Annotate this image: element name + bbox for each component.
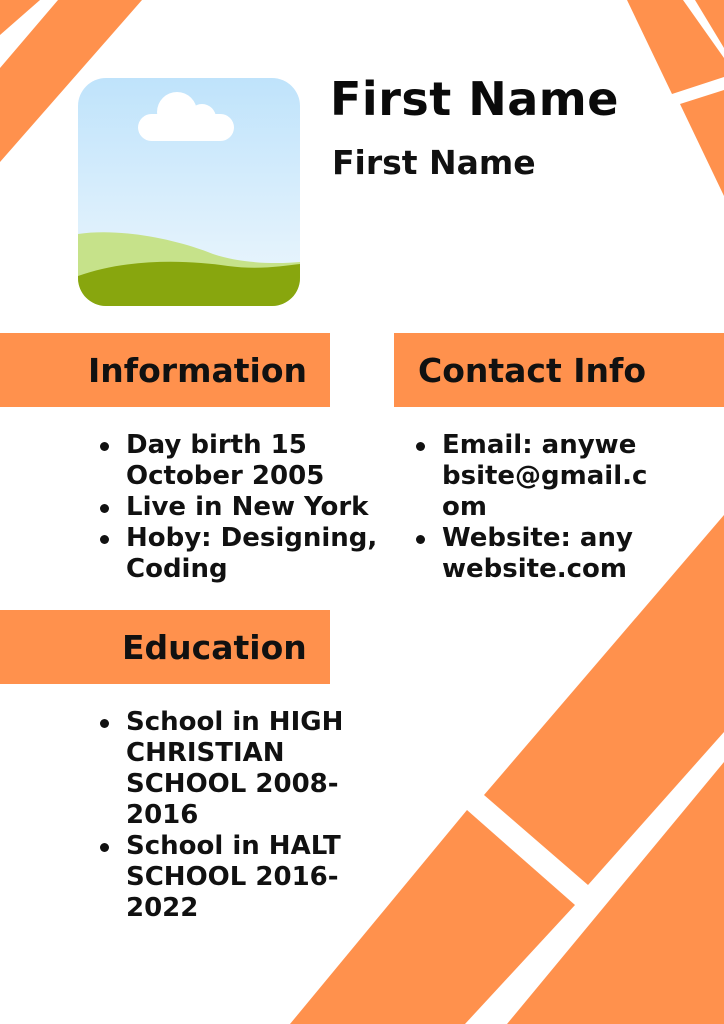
first-name-subheading: First Name <box>332 143 536 182</box>
list-item: School in HIGH CHRISTIAN SCHOOL 2008-2016 <box>98 707 358 831</box>
list-item: Hoby: Designing, Coding <box>98 523 383 585</box>
information-header <box>0 333 330 407</box>
education-title: Education <box>122 627 307 667</box>
list-item: School in HALT SCHOOL 2016-2022 <box>98 831 358 924</box>
contact-info-title: Contact Info <box>418 350 647 390</box>
profile-photo <box>78 78 300 306</box>
list-item: Email: anywebsite@gmail.com <box>414 430 652 523</box>
contact-info-list <box>414 430 652 585</box>
top-right-stripe <box>680 90 724 196</box>
education-header <box>0 610 330 684</box>
list-item: Live in New York <box>98 492 383 523</box>
contact-info-header <box>394 333 724 407</box>
first-name-heading: First Name <box>330 72 619 126</box>
education-list <box>98 707 358 924</box>
list-item: Day birth 15 October 2005 <box>98 430 383 492</box>
information-title: Information <box>88 350 307 390</box>
information-list <box>98 430 383 585</box>
list-item: Website: anywebsite.com <box>414 523 652 585</box>
landscape-placeholder-icon <box>78 78 300 306</box>
